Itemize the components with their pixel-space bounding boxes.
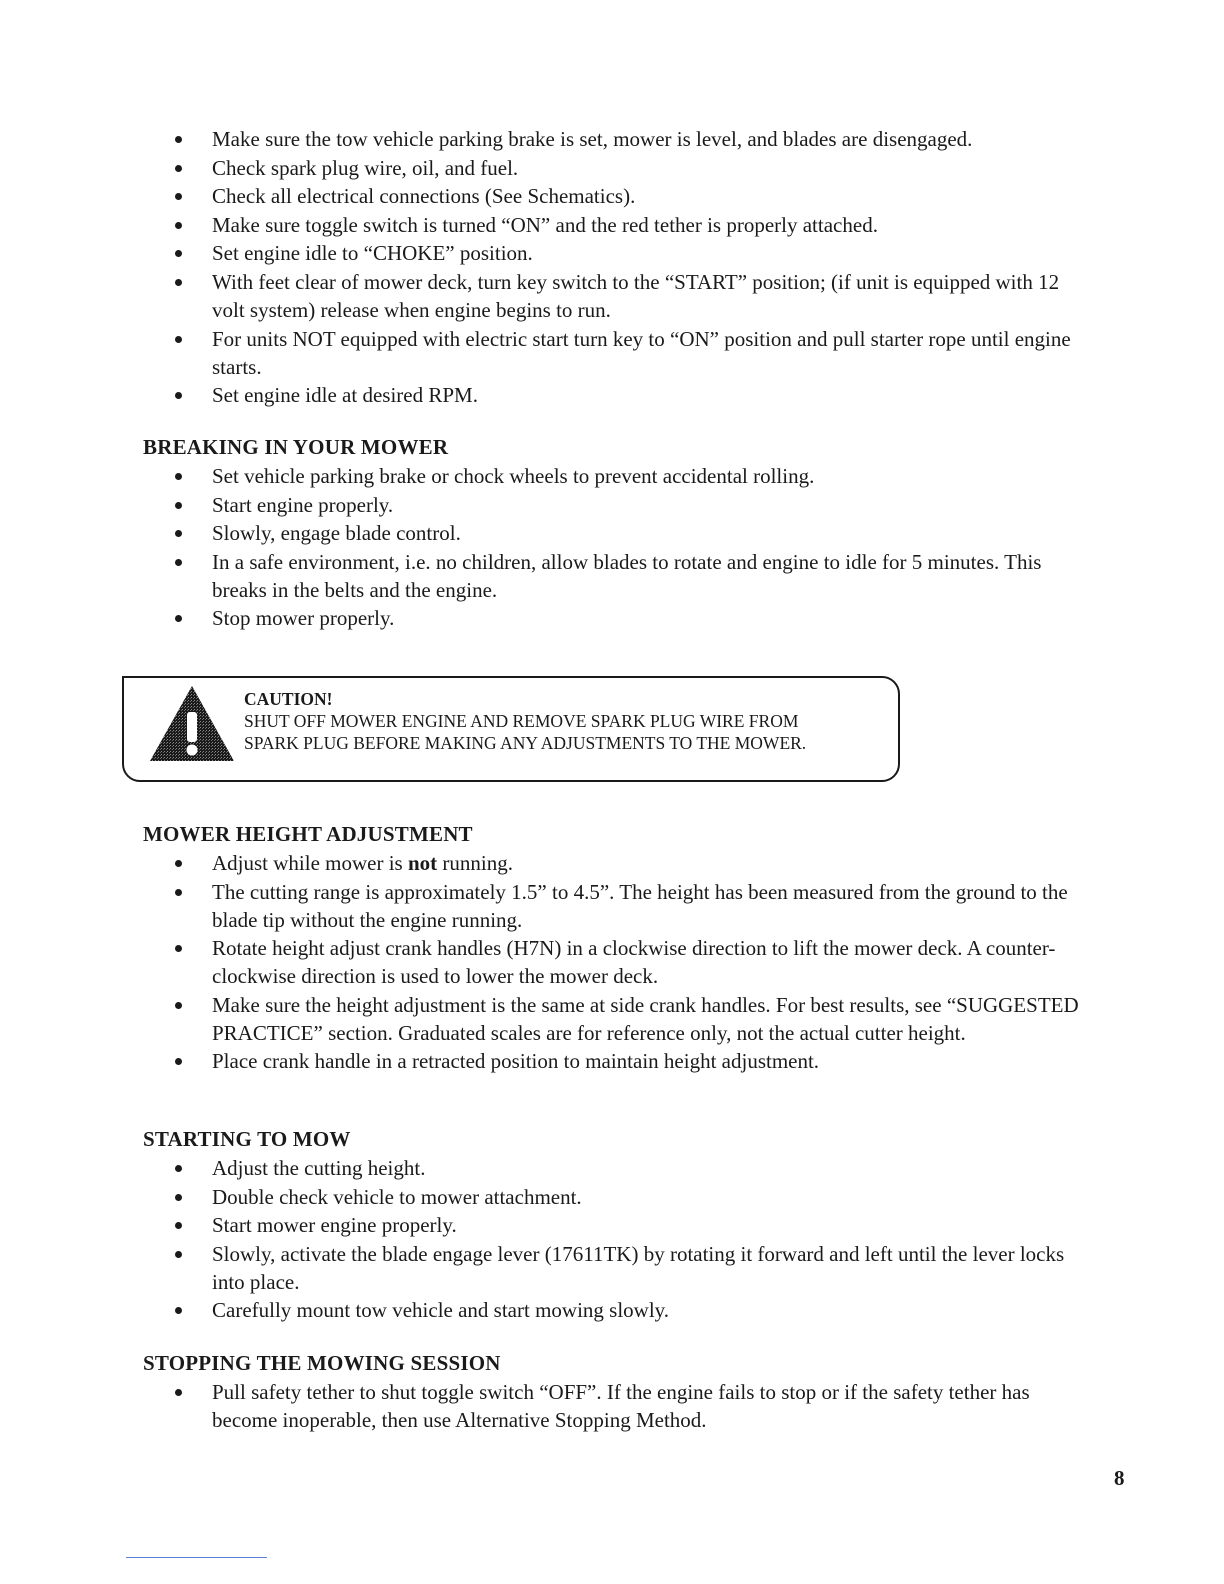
bullet-icon [175,193,182,200]
warning-triangle-icon [146,682,238,764]
list-item: Make sure the tow vehicle parking brake is set, mower is level, and blades are disengaged. [0,125,1082,153]
list-item: Set engine idle to “CHOKE” position. [0,239,1082,267]
caution-box [122,676,900,782]
bullet-icon [175,559,182,566]
list-item: Make sure toggle switch is turned “ON” and the red tether is properly attached. [0,211,1082,239]
list-item: Make sure the height adjustment is the same at side crank handles. For best results, see “SUGGESTED PRACTICE” section. Graduated scales are for reference only, not the actual cutter height. [0,991,1082,1047]
list-item: In a safe environment, i.e. no children, allow blades to rotate and engine to idle for 5 minutes. This breaks in the belts and the engine. [0,548,1082,604]
height-adjustment-list [0,849,1082,1076]
bullet-icon [175,222,182,229]
bullet-icon [175,165,182,172]
list-item: Set vehicle parking brake or chock wheels to prevent accidental rolling. [0,462,1082,490]
intro-steps-list [0,125,1082,410]
list-item: Stop mower properly. [0,604,1082,632]
breaking-in-list [0,462,1082,633]
bullet-icon [175,136,182,143]
section-heading-stopping: STOPPING THE MOWING SESSION [143,1351,501,1375]
caution-title: CAUTION! [244,689,333,709]
starting-list [0,1154,1082,1325]
list-item: Check spark plug wire, oil, and fuel. [0,154,1082,182]
bullet-icon [175,1002,182,1009]
list-item: Check all electrical connections (See Schematics). [0,182,1082,210]
list-item: Double check vehicle to mower attachment. [0,1183,1082,1211]
bullet-icon [175,1251,182,1258]
section-heading-starting: STARTING TO MOW [143,1127,351,1151]
list-item: Adjust while mower is not running. [0,849,1082,877]
bullet-icon [175,250,182,257]
list-item: With feet clear of mower deck, turn key switch to the “START” position; (if unit is equipped with 12 volt system) release when engine begins to run. [0,268,1082,324]
bullet-icon [175,336,182,343]
bullet-icon [175,473,182,480]
list-item: Slowly, engage blade control. [0,519,1082,547]
bullet-icon [175,1307,182,1314]
bullet-icon [175,889,182,896]
bullet-icon [175,1389,182,1396]
list-item: For units NOT equipped with electric start turn key to “ON” position and pull starter rope until engine starts. [0,325,1082,381]
list-item: Rotate height adjust crank handles (H7N) in a clockwise direction to lift the mower deck. A counter-clockwise direction is used to lower the mower deck. [0,934,1082,990]
list-item: Pull safety tether to shut toggle switch “OFF”. If the engine fails to stop or if the safety tether has become inoperable, then use Alternative Stopping Method. [0,1378,1082,1434]
bullet-icon [175,1194,182,1201]
caution-line-2: SPARK PLUG BEFORE MAKING ANY ADJUSTMENTS TO THE MOWER. [244,733,807,753]
list-item: Start mower engine properly. [0,1211,1082,1239]
stopping-list [0,1378,1082,1435]
footer-rule [126,1557,267,1558]
bullet-icon [175,1165,182,1172]
caution-line-1: SHUT OFF MOWER ENGINE AND REMOVE SPARK PLUG WIRE FROM [244,711,799,731]
section-heading-breaking-in: BREAKING IN YOUR MOWER [143,435,449,459]
list-item: Adjust the cutting height. [0,1154,1082,1182]
bullet-icon [175,530,182,537]
list-item: Carefully mount tow vehicle and start mowing slowly. [0,1296,1082,1324]
caution-text [244,688,806,754]
section-heading-height-adjustment: MOWER HEIGHT ADJUSTMENT [143,822,473,846]
bullet-icon [175,502,182,509]
list-item: Slowly, activate the blade engage lever (17611TK) by rotating it forward and left until the lever locks into place. [0,1240,1082,1296]
list-item: Place crank handle in a retracted position to maintain height adjustment. [0,1047,1082,1075]
list-item: Start engine properly. [0,491,1082,519]
list-item: The cutting range is approximately 1.5” to 4.5”. The height has been measured from the ground to the blade tip without the engine running. [0,878,1082,934]
bullet-icon [175,1058,182,1065]
bullet-icon [175,279,182,286]
bullet-icon [175,392,182,399]
bullet-icon [175,945,182,952]
page-number: 8 [1114,1466,1125,1490]
list-item: Set engine idle at desired RPM. [0,381,1082,409]
bullet-icon [175,615,182,622]
bullet-icon [175,1222,182,1229]
bullet-icon [175,860,182,867]
